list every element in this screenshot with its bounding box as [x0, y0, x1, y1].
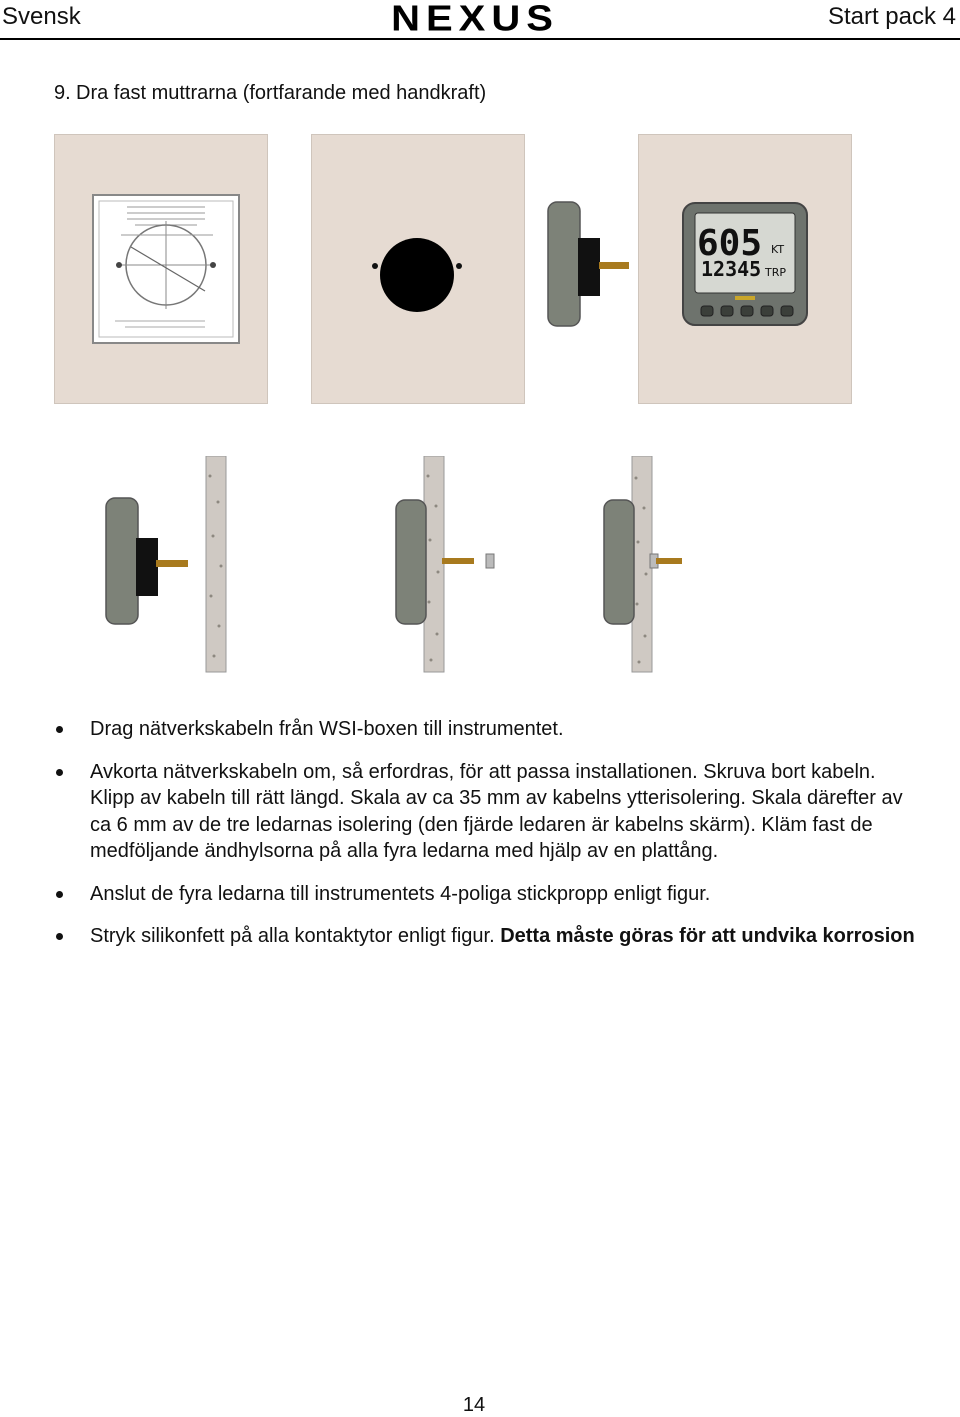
panel-drill-template: [54, 134, 268, 404]
header-rule: [0, 38, 960, 40]
instrument-side-view: [545, 198, 635, 330]
warning-text: Detta måste göras för att undvika korrosion: [500, 925, 915, 947]
svg-text:NEXUS: NEXUS: [391, 0, 559, 38]
display-speed: 605: [697, 223, 763, 264]
header-language: Svensk: [2, 3, 81, 30]
list-item: Drag nätverkskabeln från WSI-boxen till instrumentet.: [56, 716, 916, 743]
cross-section-before-mount: [100, 456, 230, 674]
display-trip: 12345: [701, 257, 762, 281]
nexus-logo: [338, 0, 612, 38]
hole-illustration: [312, 135, 524, 403]
step-heading: [54, 82, 486, 105]
instruction-list: [56, 716, 916, 966]
cross-section-nut-approach: [392, 456, 502, 674]
list-item: Stryk silikonfett på alla kontaktytor enligt figur. Detta måste göras för att undvika korrosion: [56, 923, 916, 950]
panel-mounted-instrument: [638, 134, 852, 404]
cross-section-nut-fastened: [600, 456, 690, 674]
step-number: 9.: [54, 82, 71, 104]
display-trip-unit: TRP: [765, 266, 786, 279]
step-text: Dra fast muttrarna (fortfarande med handkraft): [76, 82, 487, 104]
display-speed-unit: KT: [771, 243, 785, 256]
list-item: Avkorta nätverkskabeln om, så erfordras, för att passa installationen. Skruva bort kabeln. Klipp av kabeln till rätt längd. Skala av ca 35 mm av kabelns ytterisolering. Skala därefter av ca 6 mm av de tre ledarnas isolering (den fjärde ledaren är kabelns skärm). Kläm fast de medföljande ändhylsorna på alla fyra ledarna med hjälp av en plattång.: [56, 759, 916, 865]
panel-hole: [311, 134, 525, 404]
list-item: Anslut de fyra ledarna till instrumentets 4-poliga stickpropp enligt figur.: [56, 881, 916, 908]
instrument-front-view: [639, 135, 851, 403]
page-number: 14: [462, 1394, 486, 1416]
header-section: Start pack 4: [827, 3, 956, 30]
drill-template-illustration: [55, 135, 267, 403]
